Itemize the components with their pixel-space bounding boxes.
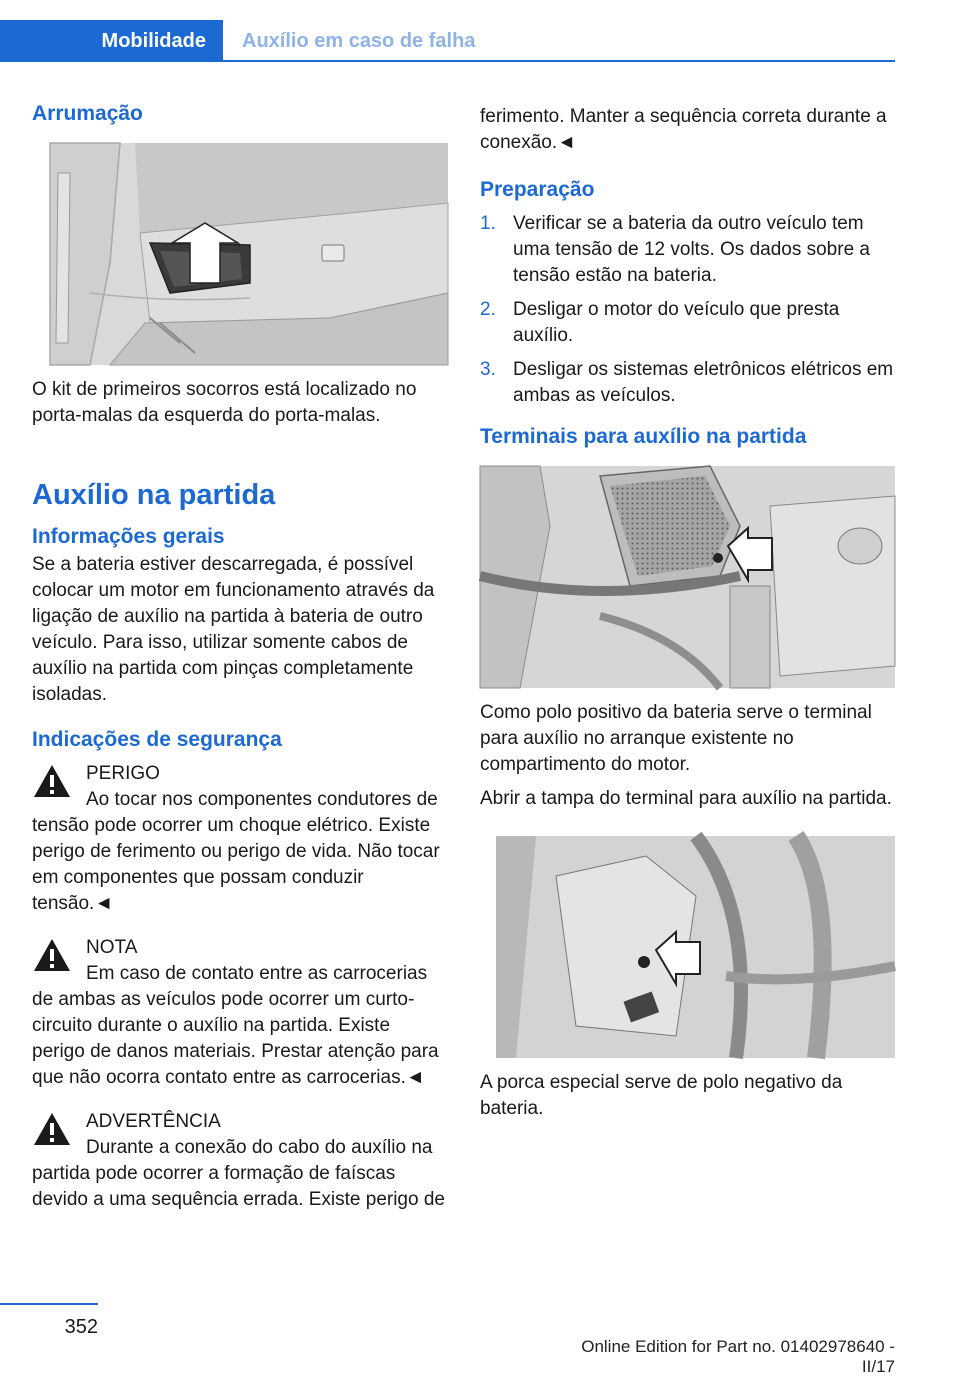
engine-bay-illustration [480,466,895,688]
step-number: 1. [480,213,496,234]
warning-text: Em caso de contato entre as carrocerias de ambas as veículos pode ocorrer um curto-circuito durante o auxílio na partida. Existe perigo de danos materiais. Prestar atenção para que não ocorra contato entre as carrocerias.◄ [32,963,439,1088]
footer-rule [0,1303,98,1305]
page-header [0,20,895,62]
continued-text: ferimento. Manter a sequência correta durante a conexão.◄ [480,106,887,153]
chapter-tab: Auxílio em caso de falha [242,30,476,52]
arrumacao-text: O kit de primeiros socorros está localizado no porta-malas da esquerda do porta-malas. [32,379,417,426]
warning-text: Durante a conexão do cabo do auxílio na partida pode ocorrer a formação de faíscas devido a uma sequência errada. Existe perigo de [32,1137,445,1210]
header-rule [223,60,895,62]
right-column [480,104,896,1122]
warning-danger [32,761,448,917]
warning-triangle-icon [32,763,72,799]
warning-triangle-icon [32,1111,72,1147]
step-text: Desligar o motor do veículo que presta auxílio. [513,299,840,346]
list-item [480,297,896,349]
negative-terminal-text: A porca especial serve de polo negativo da bateria. [480,1072,843,1119]
warning-label: PERIGO [86,763,160,784]
prep-heading: Preparação [480,178,595,201]
section-tab: Mobilidade [0,20,223,62]
warning-label: ADVERTÊNCIA [86,1111,221,1132]
prep-steps [480,211,896,409]
step-number: 3. [480,359,496,380]
edition-text: Online Edition for Part no. 01402978640 - II/17 [581,1337,895,1376]
open-cover-text: Abrir a tampa do terminal para auxílio na partida. [480,788,892,809]
step-number: 2. [480,299,496,320]
info-heading: Informações gerais [32,525,225,548]
info-text: Se a bateria estiver descarregada, é possível colocar um motor em funcionamento através da ligação de auxílio na partida à bateria de outro veículo. Para isso, utilizar somente cabos de auxílio na partida com pinças completamente isoladas. [32,554,435,705]
list-item [480,357,896,409]
arrumacao-heading: Arrumação [32,102,143,125]
list-item [480,211,896,289]
warning-triangle-icon [32,937,72,973]
page-number: 352 [64,1316,98,1338]
negative-terminal-illustration [496,836,895,1058]
trunk-illustration [50,143,448,365]
safety-heading: Indicações de segurança [32,728,282,751]
warning-text: Ao tocar nos componentes condutores de tensão pode ocorrer um choque elétrico. Existe perigo de ferimento ou perigo de vida. Não tocar em componentes que possam conduzir tensão.◄ [32,789,440,914]
left-column [32,100,448,1213]
terminals-heading: Terminais para auxílio na partida [480,425,807,448]
section-heading: Auxílio na partida [32,479,276,511]
warning-label: NOTA [86,937,138,958]
warning-note [32,935,448,1091]
positive-terminal-text: Como polo positivo da bateria serve o terminal para auxílio no arranque existente no compartimento do motor. [480,702,872,775]
step-text: Verificar se a bateria da outro veículo tem uma tensão de 12 volts. Os dados sobre a tensão estão na bateria. [513,213,870,286]
step-text: Desligar os sistemas eletrônicos elétricos em ambas as veículos. [513,359,894,406]
warning-caution [32,1109,448,1213]
